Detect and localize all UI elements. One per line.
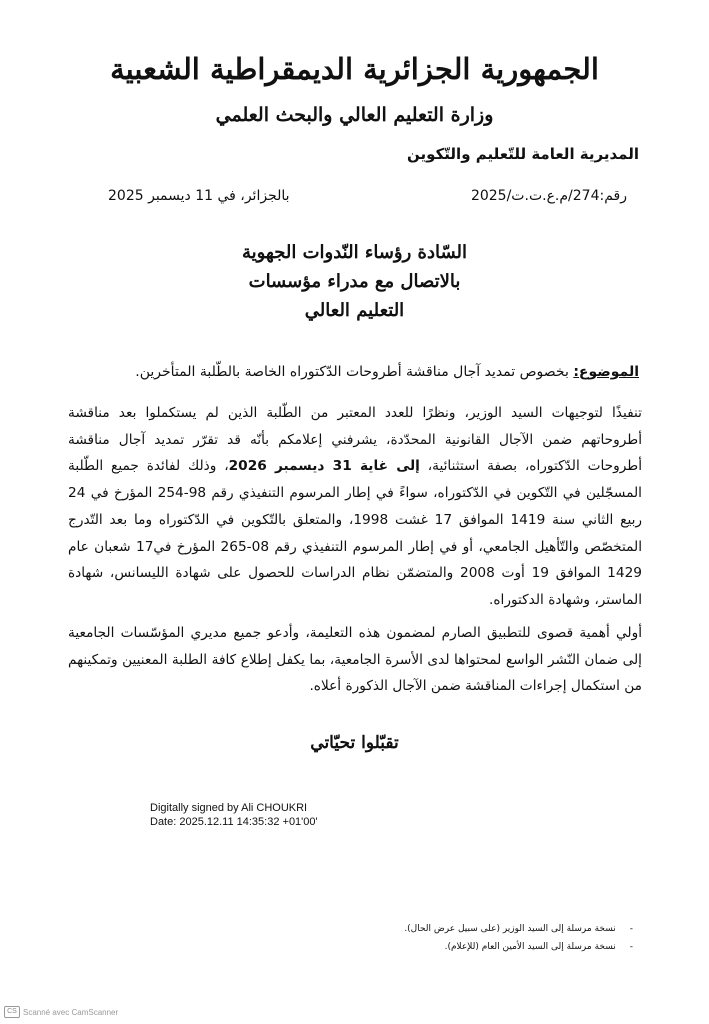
deadline-highlight: إلى غاية 31 ديسمبر 2026 [228, 458, 420, 475]
scanner-text: Scanné avec CamScanner [23, 1007, 119, 1017]
subject-text: بخصوص تمديد آجال مناقشة أطروحات الدّكتوراه الخاصة بالطّلبة المتأخرين. [135, 364, 574, 380]
signature-name: Digitally signed by Ali CHOUKRI [150, 802, 308, 814]
copy-item [404, 938, 633, 956]
reference-number: رقم:274/م.ع.ت.ت/2025 [470, 188, 627, 204]
list-dash: - [629, 942, 633, 952]
paragraph-text: ، وذلك لفائدة جميع الطّلبة المسجّلين في التّكوين في الدّكتوراه، سواءً في إطار المرسوم التنفيذي رقم 98-254 المؤرخ في 24 ربيع الثاني سنة 1419 الموافق 17 غشت 1998، والمتعلق بالتّكوين في الدّكتوراه وما بعد التّدرج المتخصّص والتّأهيل الجامعي، أو في إطار المرسوم التنفيذي رقم 08-265 المؤرخ في17 شعبان عام 1429 الموافق 19 أوت 2008 والمتضمّن نظام الدراسات للحصول على شهادة الليسانس، شهادة الماستر، وشهادة الدكتوراه. [68, 458, 643, 608]
body-paragraph-2: أولي أهمية قصوى للتطبيق الصارم لمضمون هذه التعليمة، وأدعو جميع مديري المؤسّسات الجامعية إلى ضمان النّشر الواسع لمحتواها لدى الأسرة الجامعية، بما يكفل إطلاع كافة الطلبة المعنيين وتمكينهم من استكمال إجراءات المناقشة ضمن الآجال الذكورة أعلاه. [68, 625, 642, 695]
copy-text: نسخة مرسلة إلى السيد الوزير (على سبيل عرض الحال). [404, 924, 616, 934]
paragraph-text: تنفيذًا لتوجيهات السيد الوزير، ونظرًا للعدد المعتبر من الطّلبة الذين لم يستكملوا بعد مناقشة أطروحاتهم ضمن الآجال القانونية المحدّدة، يشرفني إعلامكم بأنّه قد تقرّر تمديد آجال مناقشة أطروحات الدّكتوراه، بصفة استثنائية، [68, 405, 642, 475]
republic-heading: الجمهورية الجزائرية الديمقراطية الشعبية [110, 52, 599, 86]
list-dash: - [629, 924, 633, 934]
addressee-line: التعليم العالي [304, 300, 405, 321]
signature-date: Date: 2025.12.11 14:35:32 +01'00' [150, 816, 318, 828]
directorate-heading: المديرية العامة للتّعليم والتّكوين [407, 145, 639, 163]
scanner-watermark [4, 1006, 118, 1018]
copies-list [404, 920, 633, 956]
addressee-line: بالاتصال مع مدراء مؤسسات [248, 271, 461, 292]
body-paragraph-1 [68, 400, 642, 614]
subject-label: الموضوع: [573, 364, 639, 380]
camscanner-logo-icon: CS [4, 1006, 20, 1018]
addressee-block [0, 238, 709, 325]
copy-item [404, 920, 633, 938]
copy-text: نسخة مرسلة إلى السيد الأمين العام (للإعلام). [444, 942, 616, 952]
ministry-heading: وزارة التعليم العالي والبحث العلمي [215, 104, 494, 126]
addressee-line: السّادة رؤساء النّدوات الجهوية [241, 242, 468, 263]
subject-line [135, 364, 639, 380]
digital-signature [150, 801, 318, 829]
closing-salutation: تقبّلوا تحيّاتي [310, 733, 399, 753]
place-date: بالجزائر، في 11 ديسمبر 2025 [108, 188, 290, 204]
